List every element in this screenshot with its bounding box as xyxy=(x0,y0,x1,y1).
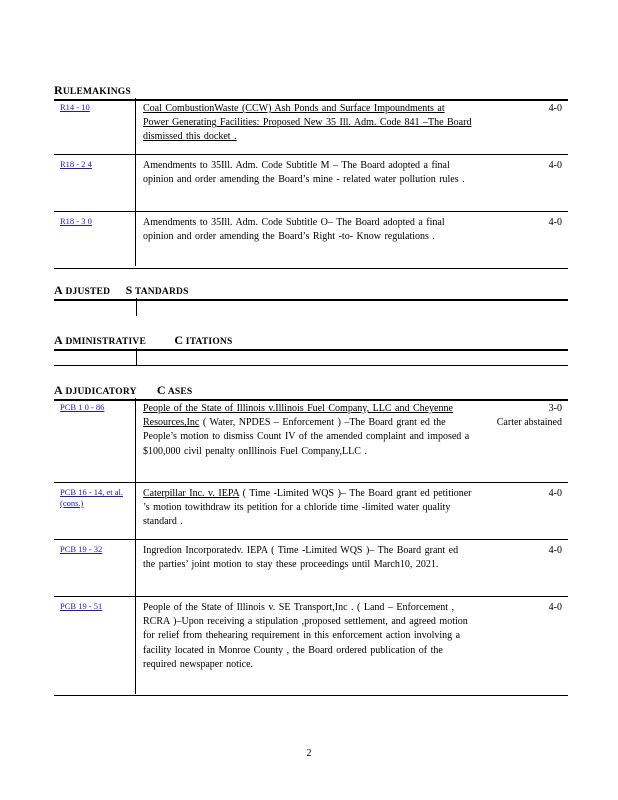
docket-link[interactable]: R18 - 2 4 xyxy=(60,159,92,169)
docket-link[interactable]: R18 - 3 0 xyxy=(60,216,92,226)
vote-count: 4-0 xyxy=(548,160,562,171)
docket-link[interactable]: PCB 19 - 51 xyxy=(60,601,103,611)
vote-note: Carter abstained xyxy=(496,417,562,429)
column-divider xyxy=(136,298,137,316)
rulemakings-table xyxy=(54,98,568,269)
case-title-link[interactable]: People of the State of Illinois v.Illinois Fuel Company, LLC and Cheyenne Resources,Inc xyxy=(143,403,453,429)
vote-count: 4-0 xyxy=(548,217,562,228)
docket-link[interactable]: PCB 1 0 - 86 xyxy=(60,402,105,412)
table-row xyxy=(54,540,568,597)
table-row xyxy=(54,212,568,269)
section-heading-rulemakings: RULEMAKINGS xyxy=(54,84,568,101)
vote-count: 4-0 xyxy=(548,488,562,499)
table-row xyxy=(54,98,568,155)
docket-link[interactable]: PCB 16 - 14, et al. (cons.) xyxy=(60,487,124,508)
table-row xyxy=(54,483,568,540)
section-heading-adjudicatory-cases: A DJUDICATORY C ASES xyxy=(54,384,568,401)
row-description: Amendments to 35Ill. Adm. Code Subtitle M – The Board adopted a final opinion and order amending the Board’s mine - related water pollution rules . xyxy=(143,160,465,186)
row-description: People of the State of Illinois v.Illinois Fuel Company, LLC and Cheyenne Resources,Inc ( Water, NPDES – Enforcement ) –The Board grant ed the People’s motion to dismiss Count IV of the amended complaint and imposed a $100,000 civil penalty onIllinois Fuel Company,LLC . xyxy=(143,403,470,457)
vote-count: 4-0 xyxy=(548,103,562,114)
section-rule xyxy=(54,365,568,366)
case-title-link[interactable]: Caterpillar Inc. v. IEPA xyxy=(143,488,240,499)
docket-link[interactable]: R14 - 10 xyxy=(60,102,90,112)
section-heading-adjusted-standards: A DJUSTED S TANDARDS xyxy=(54,284,568,301)
row-description[interactable]: Coal CombustionWaste (CCW) Ash Ponds and Surface Impoundments at Power Generating Facilities: Proposed New 35 Ill. Adm. Code 841 –The Board dismissed this docket . xyxy=(143,103,472,143)
row-description: Caterpillar Inc. v. IEPA ( Time -Limited WQS )– The Board grant ed petitioner ’s motion towithdraw its petition for a chloride time -limited water quality standard . xyxy=(143,488,472,528)
row-description: Amendments to 35Ill. Adm. Code Subtitle O– The Board adopted a final opinion and order amending the Board’s Right -to- Know regulations . xyxy=(143,217,445,243)
row-description: People of the State of Illinois v. SE Transport,Inc . ( Land – Enforcement , RCRA )–Upon receiving a stipulation ,proposed settlement, and agreed motion for relief from thehearing requirement in this enforcement action involving a facility located in Monroe County , the Board ordered publication of the required newspaper notice. xyxy=(143,602,468,670)
row-description: Ingredion Incorporatedv. IEPA ( Time -Limited WQS )– The Board grant ed the parties’ joint motion to stay these proceedings until March10, 2021. xyxy=(143,545,459,571)
column-divider xyxy=(136,348,137,366)
vote-count: 4-0 xyxy=(548,602,562,613)
vote-count: 4-0 xyxy=(548,545,562,556)
table-row xyxy=(54,597,568,696)
page-number: 2 xyxy=(306,748,312,759)
docket-link[interactable]: PCB 19 - 32 xyxy=(60,544,103,554)
adjudicatory-table xyxy=(54,398,568,696)
table-row xyxy=(54,398,568,483)
vote-count: 3-0 Carter abstained xyxy=(492,402,562,430)
section-heading-administrative-citations: A DMINISTRATIVE C ITATIONS xyxy=(54,334,568,351)
table-row xyxy=(54,155,568,212)
